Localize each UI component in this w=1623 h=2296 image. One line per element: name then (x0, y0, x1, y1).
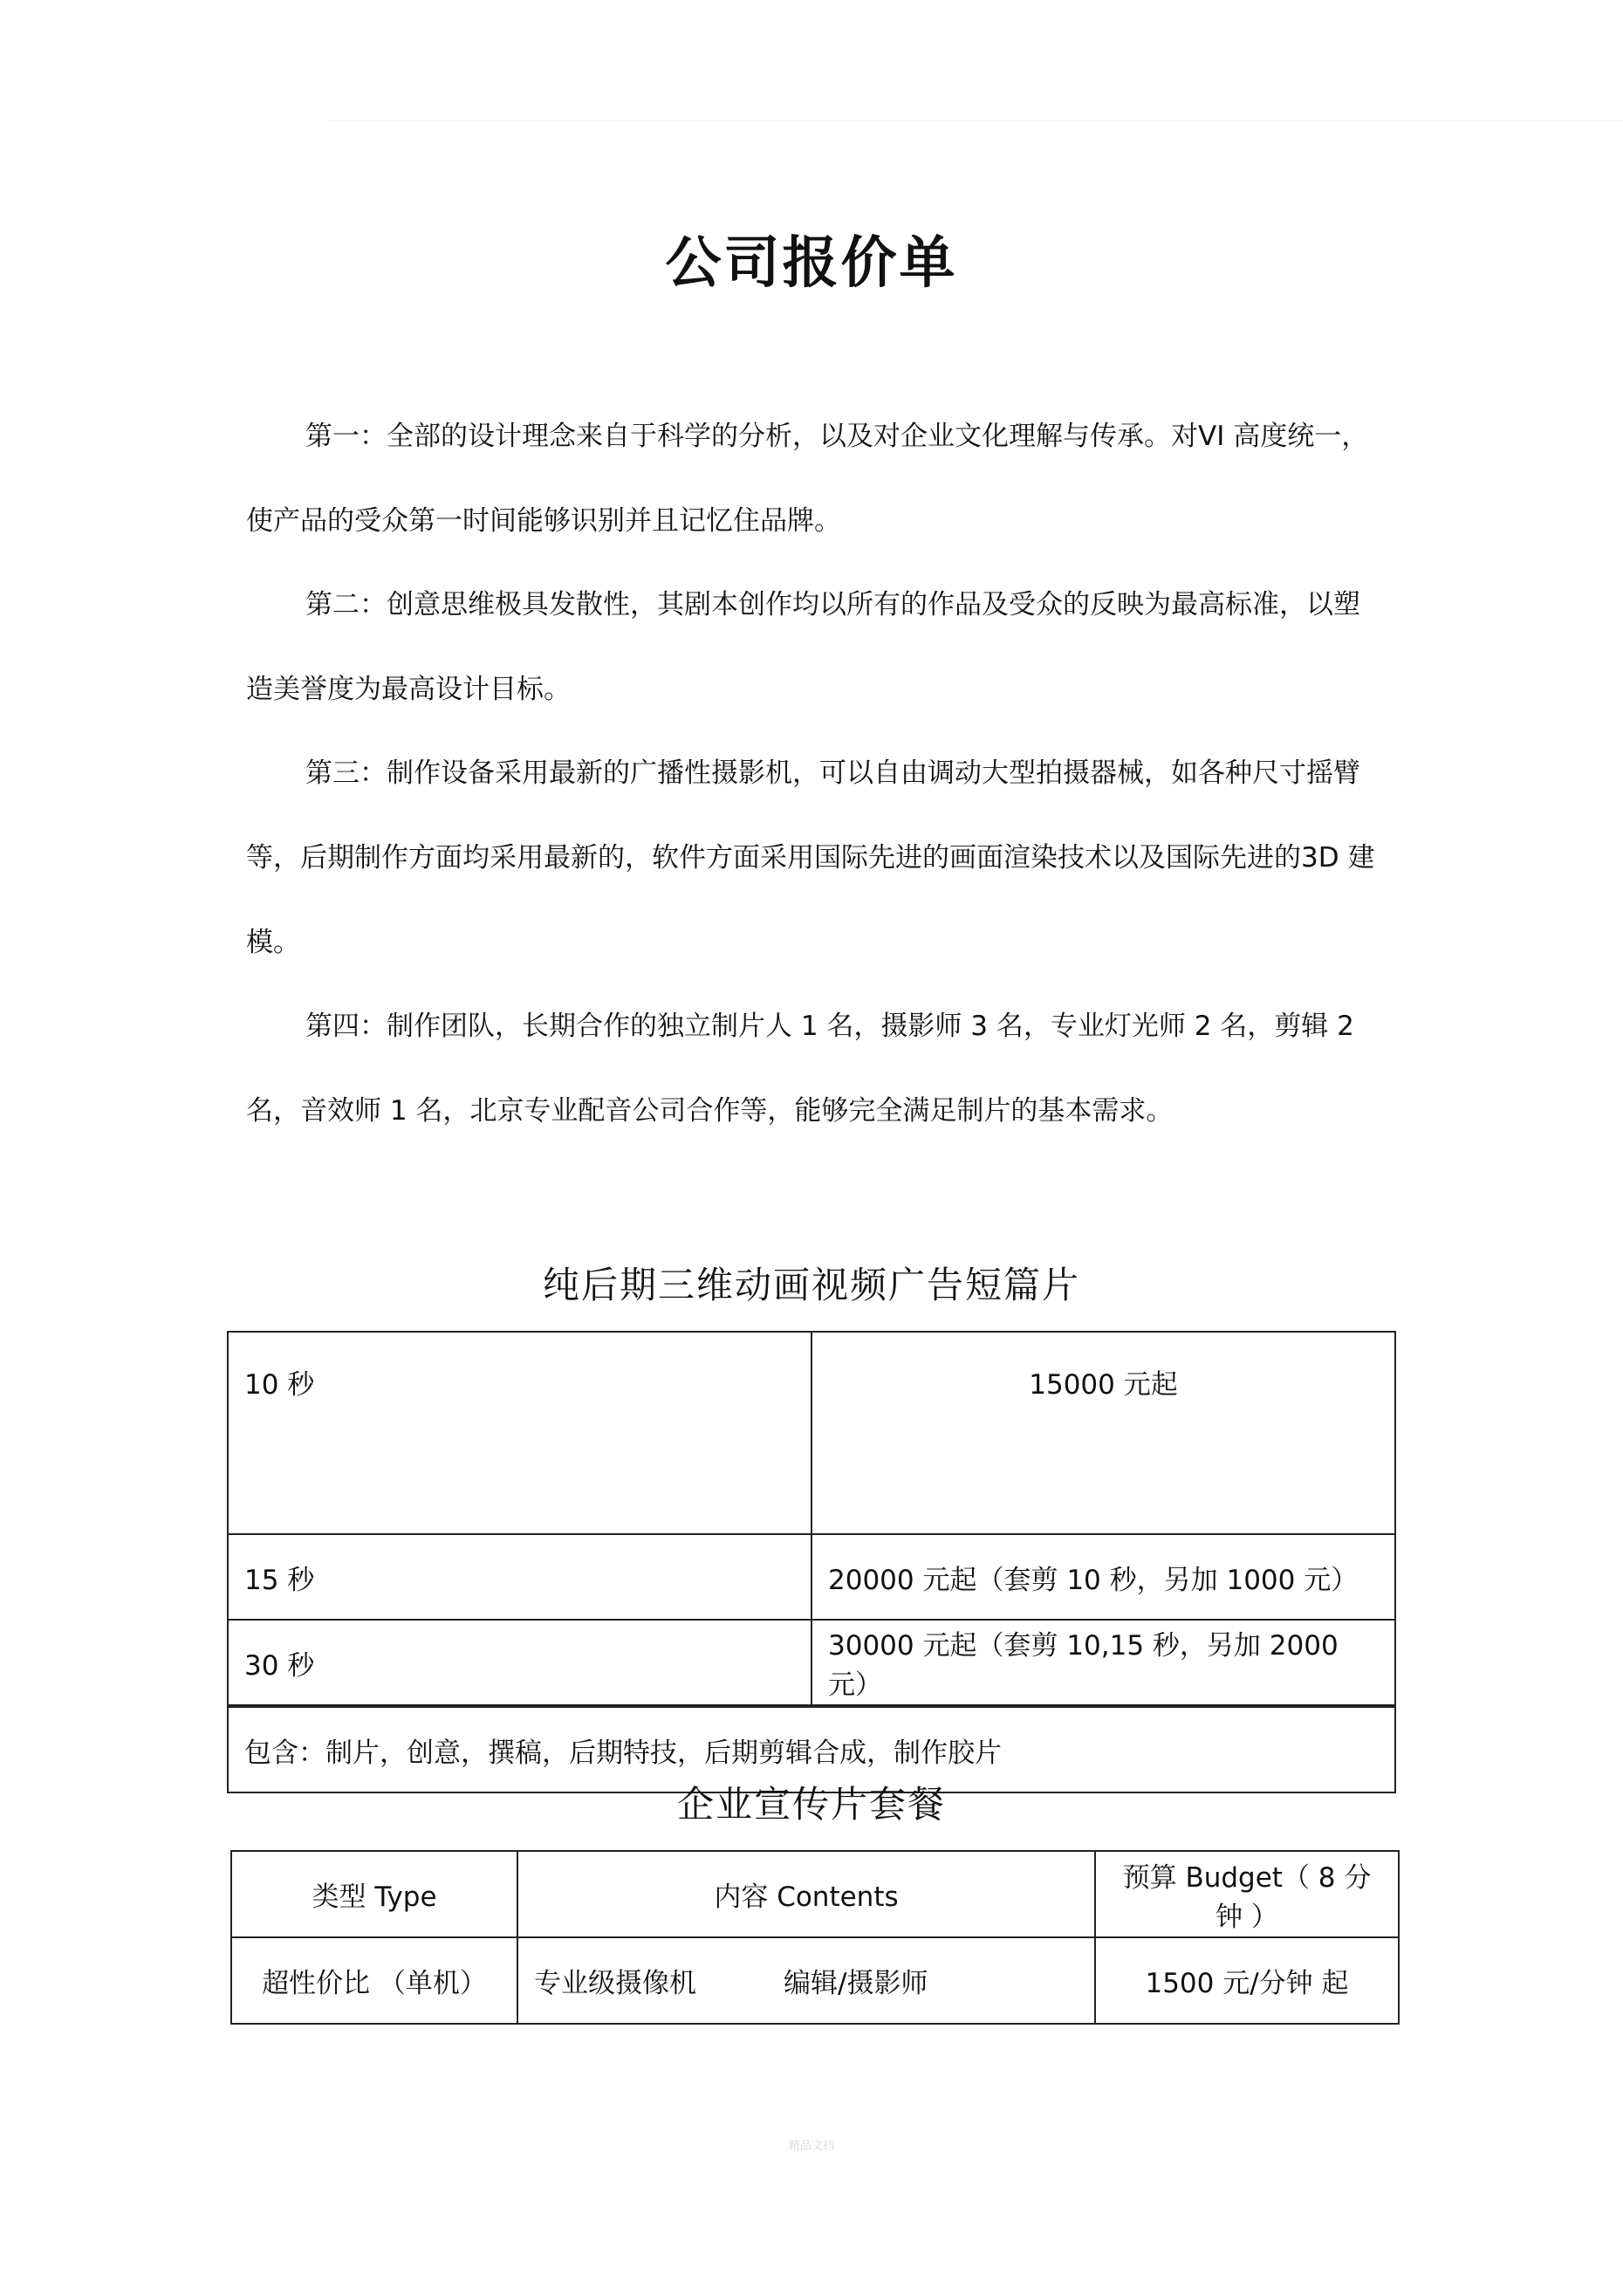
footer-watermark: 精品文档 (788, 2140, 834, 2153)
header-budget: 预算 Budget（ 8 分钟 ） (1095, 1851, 1399, 1937)
section-heading-promo: 企业宣传片套餐 (676, 1783, 946, 1826)
paragraph-4-text: 第四：制作团队，长期合作的独立制片人 1 名，摄影师 3 名，专业灯光师 2 名，剪辑 2 名，音效师 1 名， (246, 1011, 1354, 1127)
page-title: 公司报价单 (665, 231, 958, 296)
table-row (231, 1937, 1399, 2024)
paragraph-3-3d: 3D (1301, 842, 1339, 874)
section-heading-animation: 纯后期三维动画视频广告短篇片 (542, 1264, 1080, 1306)
contents-equipment: 专业级摄像机 (534, 1968, 696, 1999)
header-contents: 内容 Contents (517, 1851, 1095, 1937)
table-row (228, 1332, 1395, 1534)
contents-cell (517, 1937, 1095, 2024)
duration-cell: 10 秒 (228, 1332, 812, 1534)
price-cell: 15000 元起 (812, 1332, 1395, 1534)
paragraph-3 (246, 731, 1380, 985)
paragraph-2 (246, 563, 1380, 732)
paragraph-1 (246, 394, 1380, 564)
paragraph-1-cont: 一，使产品的受众第一时间能够识别并且记忆住品牌。 (246, 421, 1369, 537)
top-divider (327, 120, 1623, 121)
type-cell: 超性价比 （单机） (231, 1937, 517, 2024)
contents-staff: 编辑/摄影师 (784, 1968, 928, 1999)
promo-package-table (230, 1850, 1400, 2025)
price-cell: 30000 元起（套剪 10,15 秒，另加 2000 元） (812, 1620, 1395, 1706)
table-row (228, 1534, 1395, 1620)
table-header-row (231, 1851, 1399, 1937)
budget-cell: 1500 元/分钟 起 (1095, 1937, 1399, 2024)
includes-cell: 包含：制片，创意，撰稿，后期特技，后期剪辑合成，制作胶片 (228, 1706, 1395, 1792)
paragraph-3-cont: 建模。 (246, 842, 1375, 958)
header-type: 类型 Type (231, 1851, 517, 1937)
paragraph-4 (246, 984, 1380, 1154)
paragraph-2-cont: 塑造美誉度为最高设计目标。 (246, 589, 1360, 705)
paragraph-1-vi: VI 高度统 (1198, 421, 1315, 452)
duration-cell: 15 秒 (228, 1534, 812, 1620)
paragraph-4-cont: 北京专业配音公司合作等，能够完全满足制片的基本需求。 (469, 1095, 1174, 1127)
price-cell: 20000 元起（套剪 10 秒，另加 1000 元） (812, 1534, 1395, 1620)
duration-cell: 30 秒 (228, 1620, 812, 1706)
paragraph-1-text: 第一：全部的设计理念来自于科学的分析，以及对企业文化理解与传承。对 (305, 421, 1198, 452)
paragraph-2-text: 第二：创意思维极具发散性，其剧本创作均以所有的作品及受众的反映为最高标准，以 (305, 589, 1333, 620)
paragraph-3-text: 第三：制作设备采用最新的广播性摄影机，可以自由调动大型拍摄器械，如各种尺寸摇臂等，后期制作方面均采用最新的，软件方面采用国际先进的画面渲染技术以及国际先进的 (246, 757, 1360, 874)
animation-price-table (227, 1331, 1396, 1793)
table-row (228, 1620, 1395, 1706)
